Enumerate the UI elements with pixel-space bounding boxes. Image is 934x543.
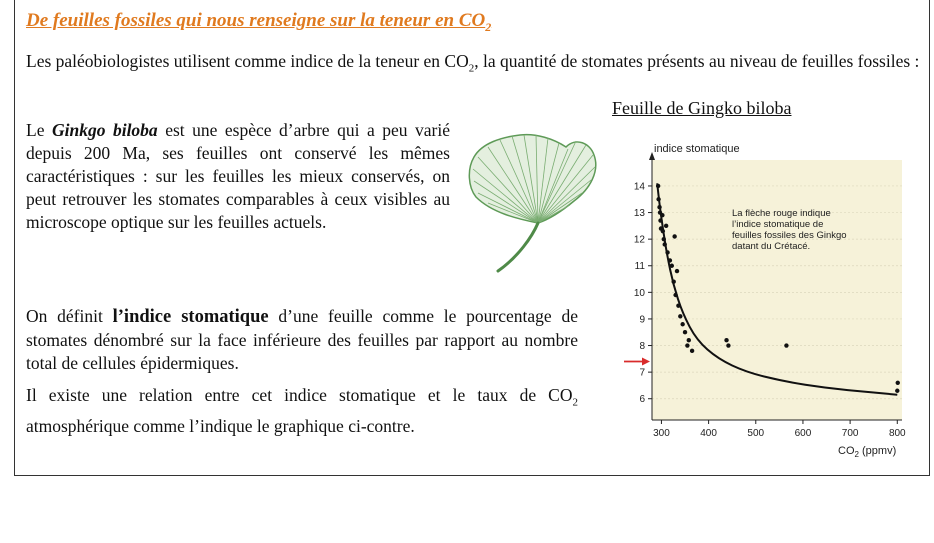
ginkgo-leaf-icon: [462, 125, 602, 275]
page-title: De feuilles fossiles qui nous renseigne sur la teneur en $CO_2$: [26, 10, 492, 34]
x-ticks: [653, 420, 906, 439]
data-point: [724, 338, 728, 342]
annotation-line: l’indice stomatique de: [732, 219, 824, 230]
y-tick-label: 14: [633, 181, 645, 193]
annotation-line: feuilles fossiles des Ginkgo: [732, 230, 847, 241]
y-tick-label: 6: [639, 394, 645, 406]
data-point: [661, 229, 665, 233]
data-point: [687, 338, 691, 342]
data-point: [895, 389, 899, 393]
data-point: [685, 343, 689, 347]
y-tick-label: 9: [639, 314, 645, 326]
ginkgo-paragraph: Le Ginkgo biloba est une espèce d’arbre qui a peu varié depuis 200 Ma, ses feuilles ont conservé les mêmes caractéristiques : sur les feuilles les mieux conservés, on peut retrouver les stomates comparables à ceux visibles au microscope optique sur les feuilles actuels.: [26, 120, 450, 232]
arrow-head: [642, 357, 650, 365]
y-axis-label: indice stomatique: [654, 143, 740, 155]
data-point: [672, 234, 676, 238]
x-tick-label: 500: [747, 428, 765, 439]
data-point: [662, 237, 666, 241]
data-point: [660, 213, 664, 217]
cretaceous-arrow: [624, 357, 650, 365]
y-tick-label: 13: [633, 208, 645, 220]
data-point: [690, 349, 694, 353]
y-tick-label: 10: [633, 287, 645, 299]
x-tick-label: 300: [653, 428, 670, 439]
data-point: [784, 343, 788, 347]
stomatal-index-chart: [612, 140, 912, 470]
x-tick-label: 600: [794, 428, 812, 439]
y-tick-label: 8: [639, 341, 645, 353]
data-point: [683, 330, 687, 334]
data-point: [675, 269, 679, 273]
annotation-line: datant du Crétacé.: [732, 241, 811, 252]
data-point: [680, 322, 684, 326]
data-point: [656, 197, 660, 201]
leaf-figure-title: Feuille de Gingko biloba: [612, 98, 792, 118]
x-tick-label: 700: [841, 428, 859, 439]
data-point: [658, 218, 662, 222]
data-point: [657, 205, 661, 209]
data-point: [896, 381, 900, 385]
data-point: [665, 250, 669, 254]
data-point: [668, 258, 672, 262]
data-point: [678, 314, 682, 318]
data-point: [676, 303, 680, 307]
x-tick-label: 400: [700, 428, 717, 439]
intro-paragraph: Les paléobiologistes utilisent comme indice de la teneur en $CO_2$, la quantité de stomates présents au niveau de feuilles fossiles :: [26, 51, 920, 75]
data-point: [664, 224, 668, 228]
y-tick-label: 7: [639, 367, 645, 379]
y-ticks: [634, 181, 652, 405]
plot-background: [652, 160, 902, 420]
y-tick-label: 12: [633, 234, 645, 246]
x-axis-label: $CO_2$ (ppmv): [838, 445, 897, 459]
relation-paragraph: Il existe une relation entre cet indice stomatique et le taux de $CO_2$ atmosphérique comme l’indique le graphique ci-contre.: [26, 385, 578, 436]
definition-paragraph: On définit l’indice stomatique d’une feuille comme le pourcentage de stomates dénombré sur la face inférieure des feuilles par rapport au nombre total de cellules épidermiques.: [26, 306, 578, 373]
data-point: [656, 184, 660, 188]
data-point: [671, 280, 675, 284]
data-point: [673, 293, 677, 297]
data-point: [663, 242, 667, 246]
data-point: [670, 264, 674, 268]
y-tick-label: 11: [634, 261, 645, 273]
data-point: [726, 343, 730, 347]
annotation-line: La flèche rouge indique: [732, 208, 831, 219]
x-tick-label: 800: [888, 428, 906, 439]
